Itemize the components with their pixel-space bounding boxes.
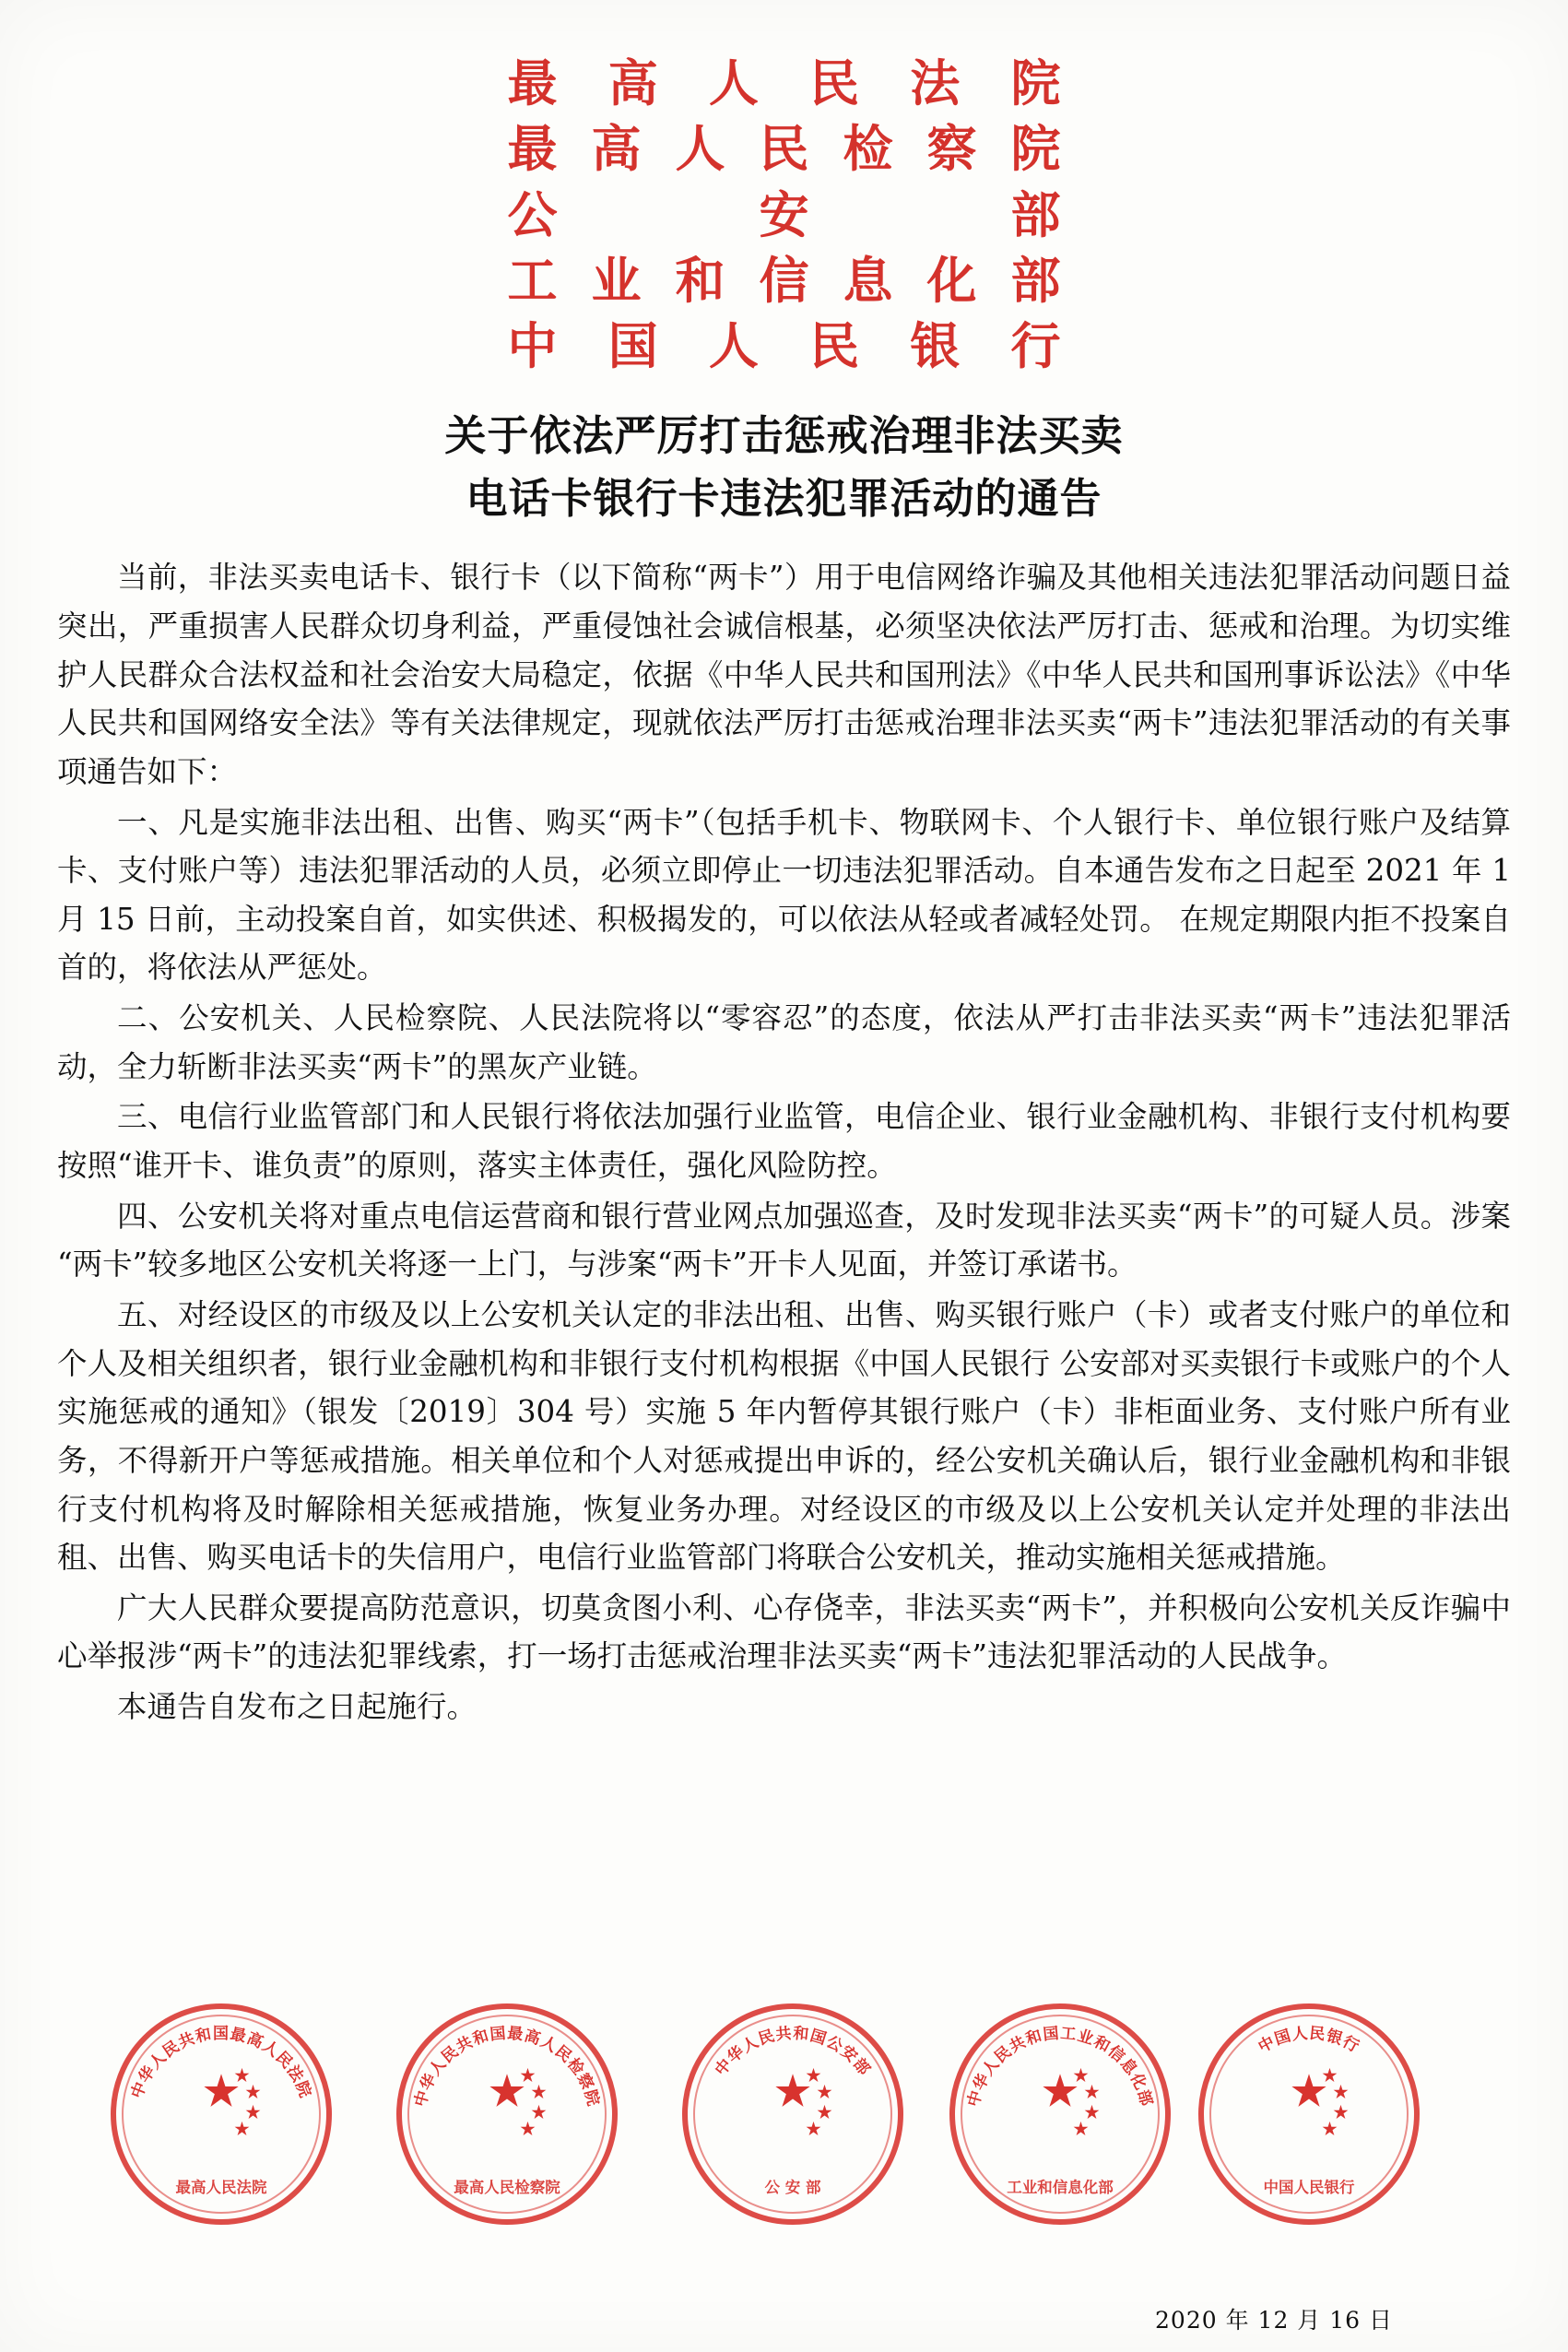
issuer-char: 察 xyxy=(926,119,977,179)
issuer-char: 最 xyxy=(507,53,558,112)
star-icon: ★ xyxy=(489,2071,525,2112)
national-emblem-icon xyxy=(1265,2066,1353,2155)
paragraph-effective-date: 本通告自发布之日起施行。 xyxy=(117,1689,477,1725)
title-line-2: 电话卡银行卡违法犯罪活动的通告 xyxy=(466,473,1102,523)
issuer-line-4 xyxy=(508,248,1061,313)
issuer-line-1 xyxy=(508,51,1061,116)
seal-3 xyxy=(682,2003,903,2225)
seal-5 xyxy=(1198,2003,1420,2225)
star-icon: ★ xyxy=(531,2084,547,2101)
national-emblem-icon xyxy=(1016,2066,1104,2155)
national-emblem-icon xyxy=(463,2066,551,2155)
issuer-char: 安 xyxy=(759,184,809,244)
star-icon: ★ xyxy=(520,2067,536,2085)
paragraph-article-4: 四、公安机关将对重点电信运营商和银行营业网点加强巡查，及时发现非法买卖“两卡”的可疑人员。涉案“两卡”较多地区公安机关将逐一上门，与涉案“两卡”开卡人见面，并签订承诺书。 xyxy=(57,1198,1511,1282)
seal-label: 中国人民银行 xyxy=(1263,2179,1355,2196)
issuer-char: 信 xyxy=(759,250,809,310)
seal-label: 最高人民检察院 xyxy=(454,2179,560,2196)
document-body xyxy=(57,553,1511,1731)
issuer-char: 人 xyxy=(708,53,759,112)
star-icon: ★ xyxy=(1333,2084,1349,2101)
national-emblem-icon xyxy=(749,2066,837,2155)
star-icon: ★ xyxy=(234,2067,250,2085)
seal-2 xyxy=(396,2003,618,2225)
issuer-char: 法 xyxy=(910,53,961,112)
paragraph-article-5: 五、对经设区的市级及以上公安机关认定的非法出租、出售、购买银行账户（卡）或者支付账户的单位和个人及相关组织者，银行业金融机构和非银行支付机构根据《中国人民银行 公安部对买卖银行卡或账户的个人实施惩戒的通知》（银发〔2019〕304 号）实施 5 年内暂停其银行账户（卡）非柜面业务、支付账户所有业务，不得新开户等惩戒措施。相关单位和个人对惩戒提出申诉的，经公安机关确认后，银行业金融机构和非银行支付机构将及时解除相关惩戒措施，恢复业务办理。对经设区的市级及以上公安机关认定并处理的非法出租、出售、购买电话卡的失信用户，电信行业监管部门将联合公安机关，推动实施相关惩戒措施。 xyxy=(57,1296,1511,1576)
star-icon: ★ xyxy=(806,2067,821,2085)
paragraph-preamble: 当前，非法买卖电话卡、银行卡（以下简称“两卡”）用于电信网络诈骗及其他相关违法犯罪活动问题日益突出，严重损害人民群众切身利益，严重侵蚀社会诚信根基，必须坚决依法严厉打击、惩戒和治理。为切实维护人民群众合法权益和社会治安大局稳定，依据《中华人民共和国刑法》《中华人民共和国刑事诉讼法》《中华人民共和国网络安全法》等有关法律规定，现就依法严厉打击惩戒治理非法买卖“两卡”违法犯罪活动的有关事项通告如下： xyxy=(57,560,1511,789)
issuer-char: 中 xyxy=(507,316,558,376)
star-icon: ★ xyxy=(531,2104,547,2122)
issuer-char: 部 xyxy=(1010,184,1061,244)
issuer-char: 检 xyxy=(843,119,893,179)
seal-4 xyxy=(949,2003,1171,2225)
issue-date: 2020 年 12 月 16 日 xyxy=(1155,2307,1393,2334)
official-seals xyxy=(0,1994,1568,2280)
issuer-char: 行 xyxy=(1010,316,1061,376)
issuer-line-2 xyxy=(508,116,1061,182)
issuer-char: 银 xyxy=(910,316,961,376)
paragraph-article-1: 一、凡是实施非法出租、出售、购买“两卡”（包括手机卡、物联网卡、个人银行卡、单位银行账户及结算卡、支付账户等）违法犯罪活动的人员，必须立即停止一切违法犯罪活动。自本通告发布之日起至 2021 年 1 月 15 日前，主动投案自首，如实供述、积极揭发的，可以依法从轻或者减轻处罚。 在规定期限内拒不投案自首的，将依法从严惩处。 xyxy=(57,804,1511,986)
issuer-char: 高 xyxy=(607,53,658,112)
star-icon: ★ xyxy=(203,2071,240,2112)
issuer-char: 院 xyxy=(1010,53,1061,112)
star-icon: ★ xyxy=(245,2084,261,2101)
issuing-agencies xyxy=(0,0,1568,379)
star-icon: ★ xyxy=(774,2071,811,2112)
star-icon: ★ xyxy=(234,2121,250,2138)
issuer-char: 化 xyxy=(926,250,977,310)
paragraph-article-3: 三、电信行业监管部门和人民银行将依法加强行业监管，电信企业、银行业金融机构、非银行支付机构要按照“谁开卡、谁负责”的原则，落实主体责任，强化风险防控。 xyxy=(57,1099,1511,1184)
document-title xyxy=(0,405,1568,529)
star-icon: ★ xyxy=(520,2121,536,2138)
issuer-char: 最 xyxy=(507,119,558,179)
issuer-char: 国 xyxy=(607,316,658,376)
issuer-char: 公 xyxy=(507,184,558,244)
seal-label: 公 安 部 xyxy=(764,2179,821,2196)
star-icon: ★ xyxy=(817,2104,832,2122)
star-icon: ★ xyxy=(1322,2121,1338,2138)
svg-text:中华人民共和国公安部: 中华人民共和国公安部 xyxy=(712,2024,874,2080)
star-icon: ★ xyxy=(1073,2121,1089,2138)
seal-label: 最高人民法院 xyxy=(175,2179,267,2196)
issuer-char: 工 xyxy=(507,250,558,310)
svg-text:中华人民共和国工业和信息化部: 中华人民共和国工业和信息化部 xyxy=(964,2024,1156,2110)
star-icon: ★ xyxy=(1073,2067,1089,2085)
issuer-char: 和 xyxy=(675,250,725,310)
issuer-char: 业 xyxy=(591,250,642,310)
star-icon: ★ xyxy=(806,2121,821,2138)
svg-text:中华人民共和国最高人民法院: 中华人民共和国最高人民法院 xyxy=(127,2025,315,2101)
issuer-char: 人 xyxy=(708,316,759,376)
paragraph-public-appeal: 广大人民群众要提高防范意识，切莫贪图小利、心存侥幸，非法买卖“两卡”，并积极向公安机关反诈骗中心举报涉“两卡”的违法犯罪线索，打一场打击惩戒治理非法买卖“两卡”违法犯罪活动的人民战争。 xyxy=(57,1590,1511,1674)
star-icon: ★ xyxy=(1042,2071,1079,2112)
issuer-char: 人 xyxy=(675,119,725,179)
issuer-char: 民 xyxy=(809,53,860,112)
national-emblem-icon xyxy=(177,2066,265,2155)
star-icon: ★ xyxy=(817,2084,832,2101)
issuer-char: 部 xyxy=(1010,250,1061,310)
issuer-char: 息 xyxy=(843,250,893,310)
paragraph-article-2: 二、公安机关、人民检察院、人民法院将以“零容忍”的态度，依法从严打击非法买卖“两卡”违法犯罪活动，全力斩断非法买卖“两卡”的黑灰产业链。 xyxy=(57,1000,1511,1084)
svg-text:中国人民银行: 中国人民银行 xyxy=(1255,2024,1363,2057)
star-icon: ★ xyxy=(1322,2067,1338,2085)
issuer-char: 院 xyxy=(1010,119,1061,179)
issuer-char: 民 xyxy=(809,316,860,376)
issuer-line-3 xyxy=(508,183,1061,248)
issuer-line-5 xyxy=(508,313,1061,379)
title-line-1: 关于依法严厉打击惩戒治理非法买卖 xyxy=(444,411,1124,461)
star-icon: ★ xyxy=(245,2104,261,2122)
seal-1 xyxy=(111,2003,332,2225)
issuer-char: 高 xyxy=(591,119,642,179)
star-icon: ★ xyxy=(1084,2084,1100,2101)
star-icon: ★ xyxy=(1291,2071,1327,2112)
svg-text:中华人民共和国最高人民检察院: 中华人民共和国最高人民检察院 xyxy=(411,2024,603,2110)
star-icon: ★ xyxy=(1084,2104,1100,2122)
issuer-char: 民 xyxy=(759,119,809,179)
seal-label: 工业和信息化部 xyxy=(1007,2179,1114,2196)
star-icon: ★ xyxy=(1333,2104,1349,2122)
